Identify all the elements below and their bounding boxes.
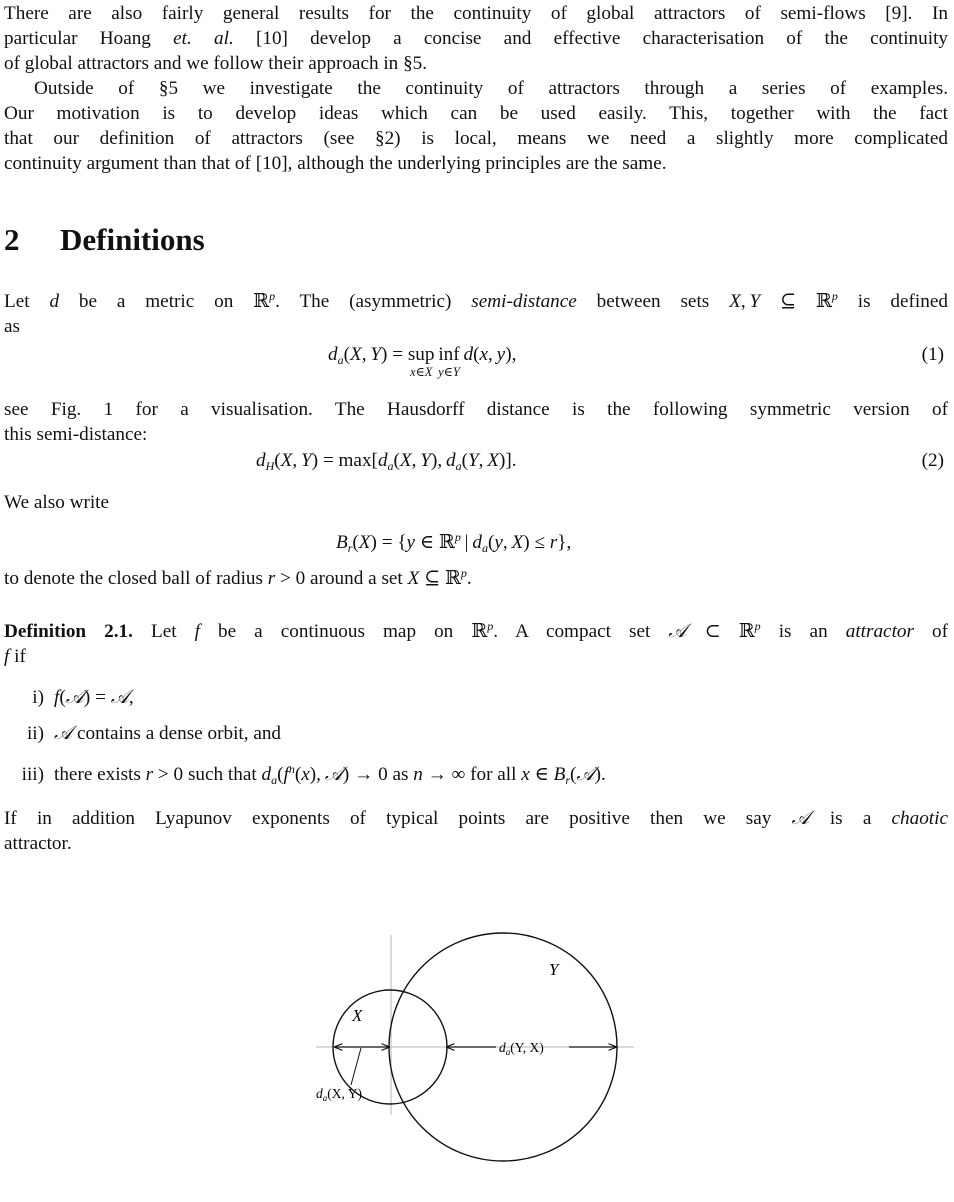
intro-line: Our motivation is to develop ideas which can be used easily. This, together with the fact (4, 103, 948, 124)
paragraph-line: Let d be a metric on ℝ$^p$. The (asymmetric) semi-distance between sets X, Y ⊆ ℝ$^p$ is defined (4, 289, 948, 312)
paragraph-line: attractor. (4, 833, 72, 854)
section-number: 2 (4, 222, 20, 257)
definition-line: Definition 2.1. Let f be a continuous map on ℝ$^p$. A compact set 𝒜 ⊂ ℝ$^p$ is an attractor of (4, 619, 949, 642)
equation-2-number: (2) (921, 450, 944, 471)
section-title: Definitions (60, 222, 205, 257)
definition-item-3: iii) there exists r > 0 such that $d_a(f^n(x)$, 𝒜) → 0 as n → ∞ for all x ∈ $B_r(𝒜)$. (21, 762, 606, 787)
equation-1-body: $d_a(X$, Y) = sup x∈X inf y∈Y d(x, y), (328, 344, 517, 379)
dXY-leader-line (351, 1048, 361, 1085)
paragraph-line: as (4, 316, 20, 337)
intro-line: continuity argument than that of [10], although the underlying principles are the same. (4, 153, 667, 174)
intro-line: There are also fairly general results for the continuity of global attractors of semi-flows [9]. In (4, 3, 948, 24)
intro-line: particular Hoang et. al. [10] develop a concise and effective characterisation of the continuity (4, 28, 948, 49)
intro-line: that our definition of attractors (see §2) is local, means we need a slightly more complicated (4, 128, 948, 149)
definition-label: Definition 2.1. (4, 621, 133, 642)
label-Y: Y (549, 960, 559, 979)
equation-1-number: (1) (921, 344, 944, 365)
also-write-line: We also write (4, 492, 110, 513)
definition-item-2: ii) 𝒜 contains a dense orbit, and (26, 723, 282, 744)
label-dYX: $d_a(Y$, X) (499, 1040, 544, 1057)
ball-equation-body: $B_r(X) = \{y$ ∈ ℝ$^p$ | $d_a(y$, X) ≤ r}, (336, 530, 572, 555)
paragraph-line: If in addition Lyapunov exponents of typical points are positive then we say 𝒜 is a chaotic (4, 808, 948, 829)
intro-line: Outside of §5 we investigate the continuity of attractors through a series of examples. (34, 78, 948, 99)
paragraph-line: this semi-distance: (4, 424, 148, 445)
label-X: X (352, 1006, 363, 1025)
paragraph-line: see Fig. 1 for a visualisation. The Hausdorff distance is the following symmetric version of (4, 399, 948, 420)
definition-item-1: i) f(𝒜) = 𝒜, (32, 687, 134, 708)
equation-2-body: $d_H(X$, $Y) = \max[d_a(X$, Y), $d_a(Y$, X)]. (256, 450, 517, 473)
definition-line: f if (4, 646, 26, 667)
ball-paragraph: to denote the closed ball of radius r > 0 around a set X ⊆ ℝ$^p$. (4, 566, 472, 589)
label-dXY: $d_a(X$, Y) (316, 1086, 362, 1103)
intro-line: of global attractors and we follow their approach in §5. (4, 53, 428, 74)
